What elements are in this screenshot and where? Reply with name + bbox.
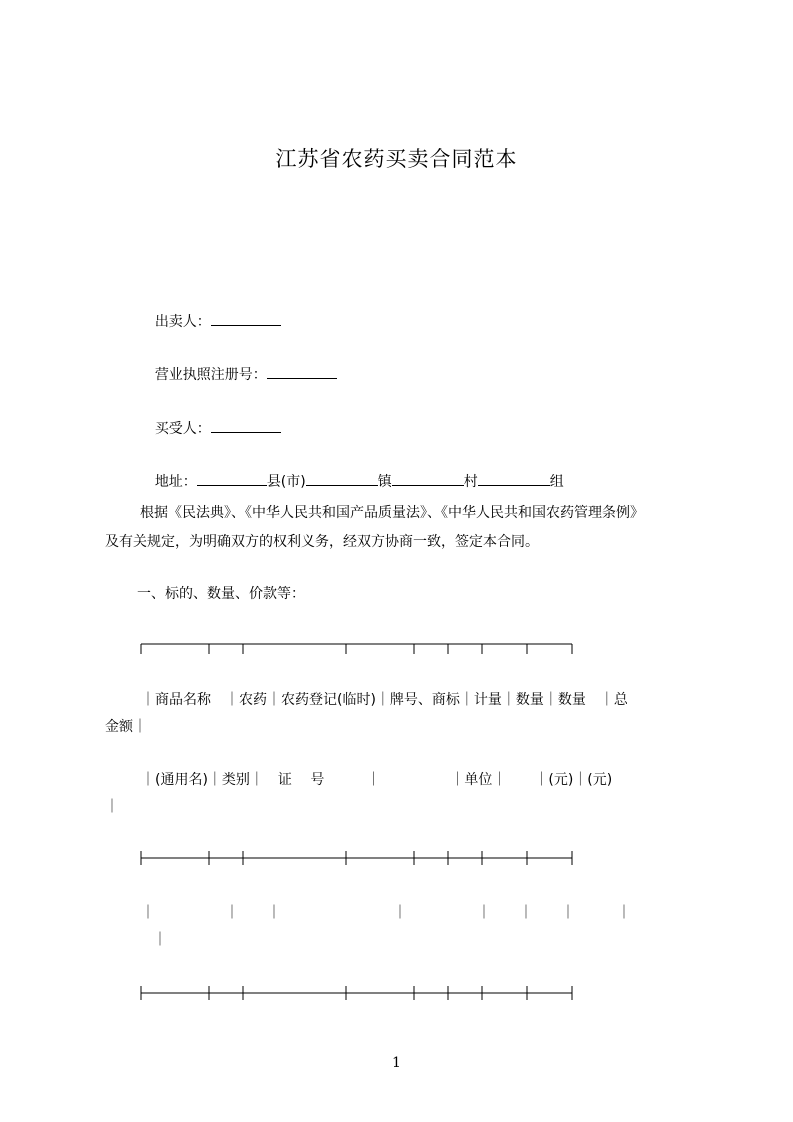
village-label: 村: [463, 474, 478, 490]
village-blank[interactable]: [392, 471, 464, 486]
license-label: 营业执照注册号：: [154, 367, 267, 383]
table-top-rule: [140, 643, 574, 655]
table-mid-rule-1-graphic: [140, 851, 574, 865]
county-label: 县(市): [266, 474, 306, 490]
table-data-row: ｜ ｜ ｜ ｜ ｜ ｜ ｜ ｜: [141, 905, 631, 921]
table-mid-rule-2: [140, 986, 574, 998]
seller-blank[interactable]: [211, 311, 281, 326]
buyer-field: [137, 398, 281, 459]
document-title: 江苏省农药买卖合同范本: [275, 147, 518, 171]
table-header-row-1-wrap: 金额｜: [105, 719, 147, 735]
table-data-row-wrap: ｜: [153, 932, 167, 948]
table-header-row-1: ｜商品名称 ｜农药｜农药登记(临时)｜牌号、商标｜计量｜数量｜数量 ｜总: [141, 692, 628, 708]
table-mid-rule-1: [140, 851, 574, 863]
section-1-heading: 一、标的、数量、价款等：: [137, 586, 305, 602]
address-label: 地址：: [154, 474, 197, 490]
town-label: 镇: [377, 474, 392, 490]
seller-label: 出卖人：: [154, 314, 211, 330]
group-label: 组: [549, 474, 564, 490]
buyer-label: 买受人：: [154, 421, 211, 437]
intro-line-2: 及有关规定，为明确双方的权利义务，经双方协商一致，签定本合同。: [105, 534, 539, 550]
table-mid-rule-2-graphic: [140, 986, 574, 1000]
intro-line-1: 根据《民法典》、《中华人民共和国产品质量法》、《中华人民共和国农药管理条例》: [140, 505, 644, 521]
seller-field: [137, 291, 281, 352]
table-header-row-2: ｜(通用名)｜类别｜ 证 号 ｜ ｜单位｜ ｜(元)｜(元): [141, 772, 613, 788]
license-blank[interactable]: [267, 364, 337, 379]
page-number: 1: [392, 1055, 401, 1071]
county-blank[interactable]: [197, 471, 267, 486]
intro-paragraph: [105, 499, 717, 557]
buyer-blank[interactable]: [211, 418, 281, 433]
table-top-rule-graphic: [140, 643, 574, 655]
group-blank[interactable]: [478, 471, 550, 486]
town-blank[interactable]: [306, 471, 378, 486]
table-header-row-2-wrap: ｜: [105, 799, 119, 815]
license-field: [137, 344, 337, 405]
